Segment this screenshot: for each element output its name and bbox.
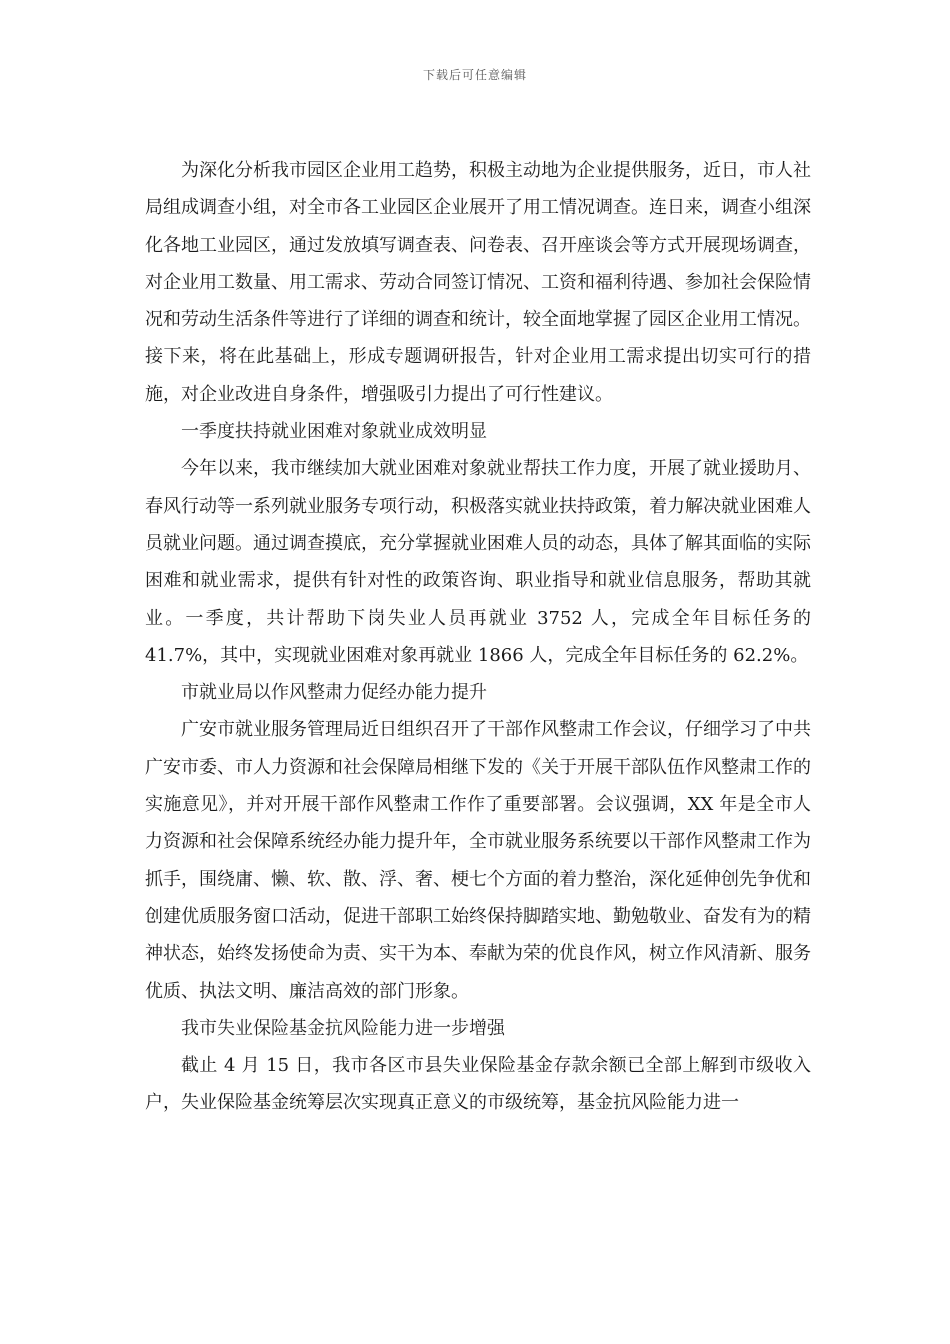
heading-insurance-fund: 我市失业保险基金抗风险能力进一步增强 [181,1017,505,1039]
paragraph-work-style: 广安市就业服务管理局近日组织召开了干部作风整肃工作会议，仔细学习了中共广安市委、市人力资源和社会保障局相继下发的《关于开展干部队伍作风整肃工作的实施意见》，并对开展干部作风整肃工作作了重要部署。会议强调，XX 年是全市人力资源和社会保障系统经办能力提升年，全市就业服务系统要以干部作风整肃工作为抓手，围绕庸、懒、软、散、浮、奢、梗七个方面的着力整治，深化延伸创先争优和创建优质服务窗口活动，促进干部职工始终保持脚踏实地、勤勉敬业、奋发有为的精神状态，始终发扬使命为责、实干为本、奉献为荣的优良作风，树立作风清新、服务优质、执法文明、廉洁高效的部门形象。 [145,719,811,1002]
paragraph-survey: 为深化分析我市园区企业用工趋势，积极主动地为企业提供服务，近日，市人社局组成调查小组，对全市各工业园区企业展开了用工情况调查。连日来，调查小组深化各地工业园区，通过发放填写调查表、问卷表、召开座谈会等方式开展现场调查，对企业用工数量、用工需求、劳动合同签订情况、工资和福利待遇、参加社会保险情况和劳动生活条件等进行了详细的调查和统计，较全面地掌握了园区企业用工情况。接下来，将在此基础上，形成专题调研报告，针对企业用工需求提出切实可行的措施，对企业改进自身条件，增强吸引力提出了可行性建议。 [145,160,811,405]
heading-work-style: 市就业局以作风整肃力促经办能力提升 [181,682,487,704]
document-body [145,152,811,1122]
paragraph-employment-assistance: 今年以来，我市继续加大就业困难对象就业帮扶工作力度，开展了就业援助月、春风行动等一系列就业服务专项行动，积极落实就业扶持政策，着力解决就业困难人员就业问题。通过调查摸底，充分掌握就业困难人员的动态，具体了解其面临的实际困难和就业需求，提供有针对性的政策咨询、职业指导和就业信息服务，帮助其就业。一季度，共计帮助下岗失业人员再就业 3752 人，完成全年目标任务的 41.7%，其中，实现就业困难对象再就业 1866 人，完成全年目标任务的 62.2%。 [145,458,811,666]
heading-employment-assistance: 一季度扶持就业困难对象就业成效明显 [181,421,487,443]
paragraph-insurance-fund: 截止 4 月 15 日，我市各区市县失业保险基金存款余额已全部上解到市级收入户，失业保险基金统筹层次实现真正意义的市级统筹，基金抗风险能力进一 [145,1055,811,1114]
page-header: 下载后可任意编辑 [422,68,527,82]
